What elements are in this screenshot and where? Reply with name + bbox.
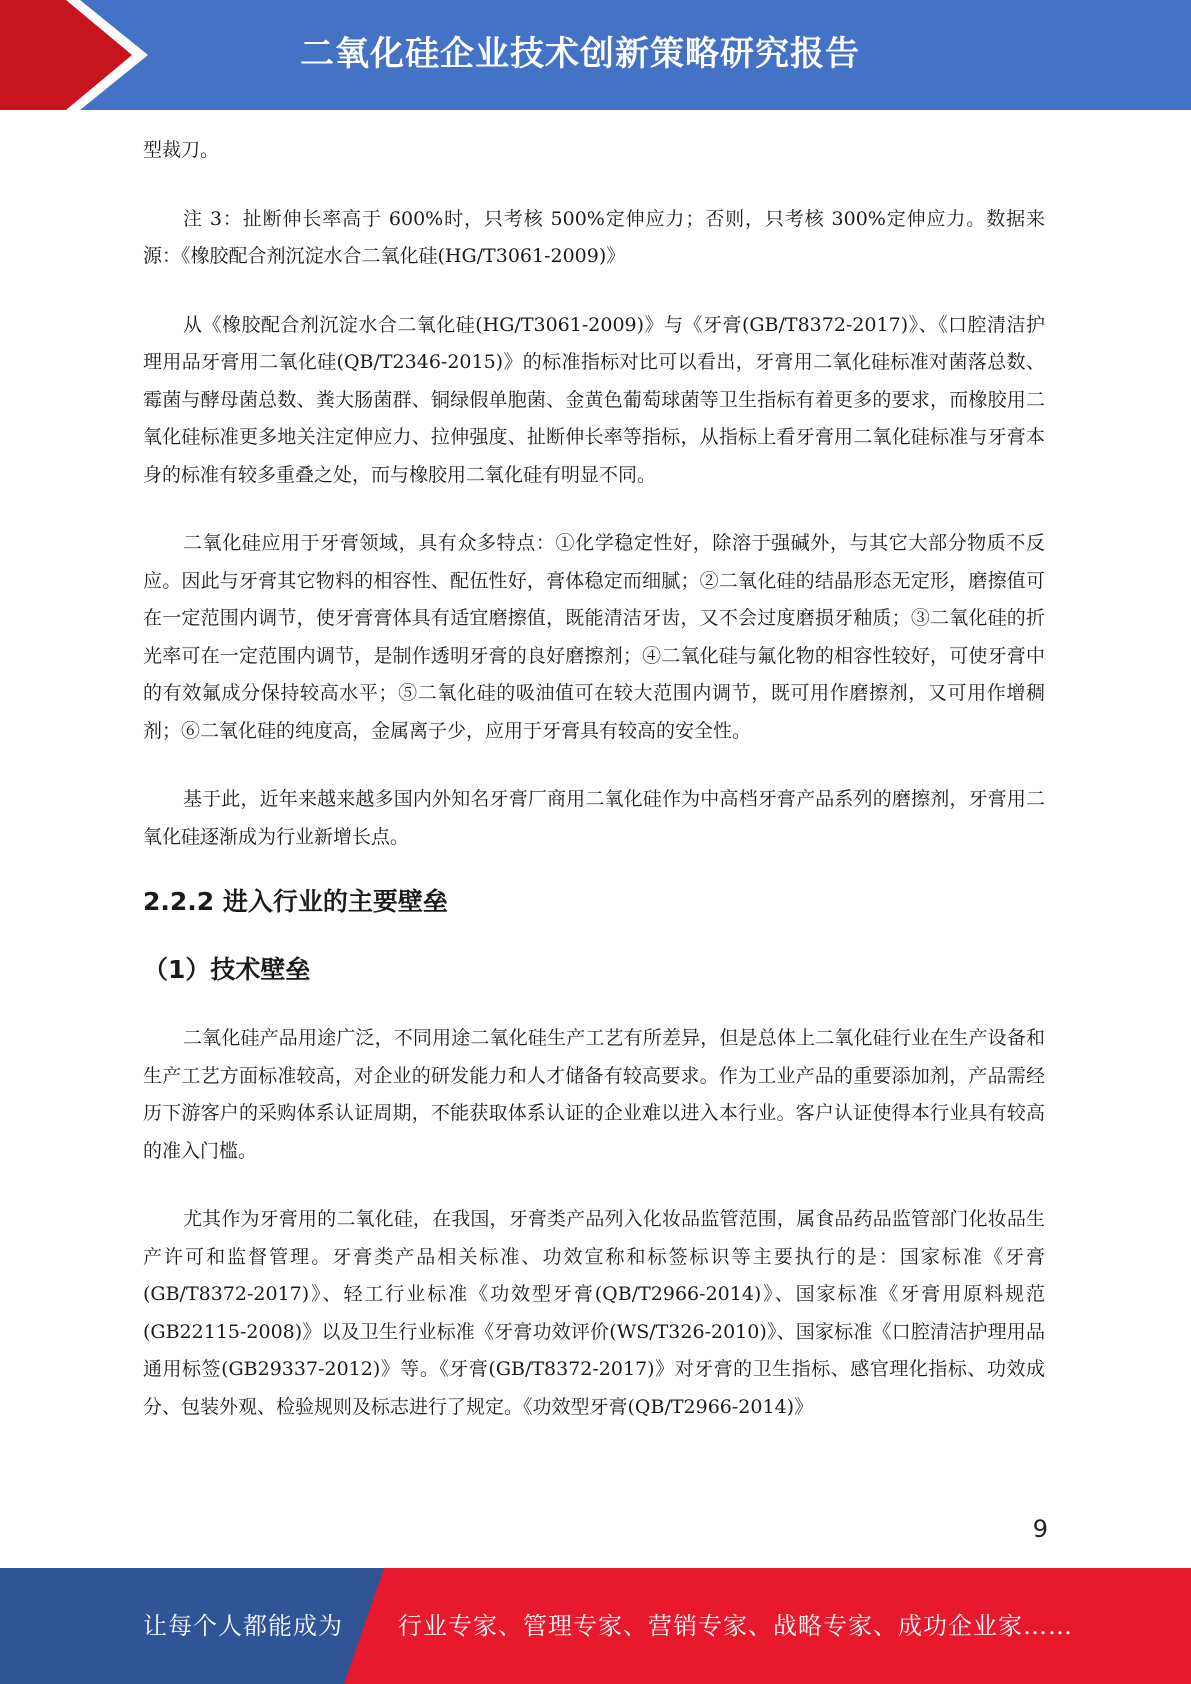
footer-slogan-left: 让每个人都能成为 xyxy=(143,1612,343,1640)
paragraph-growth-point: 基于此，近年来越来越多国内外知名牙膏厂商用二氧化硅作为中高档牙膏产品系列的磨擦剂，牙膏用二氧化硅逐渐成为行业新增长点。 xyxy=(143,788,1045,848)
subsection-heading: （1）技术壁垒 xyxy=(143,955,311,984)
footer-slogan-right: 行业专家、管理专家、营销专家、战略专家、成功企业家…… xyxy=(398,1612,1073,1640)
paragraph-silica-features: 二氧化硅应用于牙膏领域，具有众多特点：①化学稳定性好，除溶于强碱外，与其它大部分物质不反应。因此与牙膏其它物料的相容性、配伍性好，膏体稳定而细腻；②二氧化硅的结晶形态无定形，磨擦值可在一定范围内调节，使牙膏膏体具有适宜磨擦值，既能清洁牙齿，又不会过度磨损牙釉质；③二氧化硅的折光率可在一定范围内调节，是制作透明牙膏的良好磨擦剂；④二氧化硅与氟化物的相容性较好，可使牙膏中的有效氟成分保持较高水平；⑤二氧化硅的吸油值可在较大范围内调节，既可用作磨擦剂，又可用作增稠剂；⑥二氧化硅的纯度高，金属离子少，应用于牙膏具有较高的安全性。 xyxy=(143,532,1045,742)
document-body xyxy=(143,132,1045,1426)
paragraph-toothpaste-regulation: 尤其作为牙膏用的二氧化硅，在我国，牙膏类产品列入化妆品监管范围，属食品药品监管部门化妆品生产许可和监督管理。牙膏类产品相关标准、功效宣称和标签标识等主要执行的是：国家标准《牙膏(GB/T8372-2017)》、轻工行业标准《功效型牙膏(QB/T2966-2014)》、国家标准《牙膏用原料规范(GB22115-2008)》以及卫生行业标准《牙膏功效评价(WS/T326-2010)》、国家标准《口腔清洁护理用品通用标签(GB29337-2012)》等。《牙膏(GB/T8372-2017)》对牙膏的卫生指标、感官理化指标、功效成分、包装外观、检验规则及标志进行了规定。《功效型牙膏(QB/T2966-2014)》 xyxy=(143,1208,1045,1418)
paragraph-technical-barrier: 二氧化硅产品用途广泛，不同用途二氧化硅生产工艺有所差异，但是总体上二氧化硅行业在生产设备和生产工艺方面标准较高，对企业的研发能力和人才储备有较高要求。作为工业产品的重要添加剂，产品需经历下游客户的采购体系认证周期，不能获取体系认证的企业难以进入本行业。客户认证使得本行业具有较高的准入门槛。 xyxy=(143,1027,1045,1162)
paragraph-note-3: 注 3：扯断伸长率高于 600%时，只考核 500%定伸应力；否则，只考核 300%定伸应力。数据来源：《橡胶配合剂沉淀水合二氧化硅(HG/T3061-2009)》 xyxy=(143,207,1045,267)
page-footer xyxy=(0,1568,1191,1684)
page-number: 9 xyxy=(1032,1515,1048,1543)
section-heading: 2.2.2 进入行业的主要壁垒 xyxy=(143,887,448,916)
page-header xyxy=(0,0,1191,110)
header-title: 二氧化硅企业技术创新策略研究报告 xyxy=(300,34,860,74)
header-arrow-decoration xyxy=(0,0,148,110)
paragraph-continuation: 型裁刀。 xyxy=(143,139,220,161)
paragraph-standards-comparison: 从《橡胶配合剂沉淀水合二氧化硅(HG/T3061-2009)》与《牙膏(GB/T8372-2017)》、《口腔清洁护理用品牙膏用二氧化硅(QB/T2346-2015)》的标准指标对比可以看出，牙膏用二氧化硅标准对菌落总数、霉菌与酵母菌总数、粪大肠菌群、铜绿假单胞菌、金黄色葡萄球菌等卫生指标有着更多的要求，而橡胶用二氧化硅标准更多地关注定伸应力、拉伸强度、扯断伸长率等指标，从指标上看牙膏用二氧化硅标准与牙膏本身的标准有较多重叠之处，而与橡胶用二氧化硅有明显不同。 xyxy=(143,313,1045,486)
